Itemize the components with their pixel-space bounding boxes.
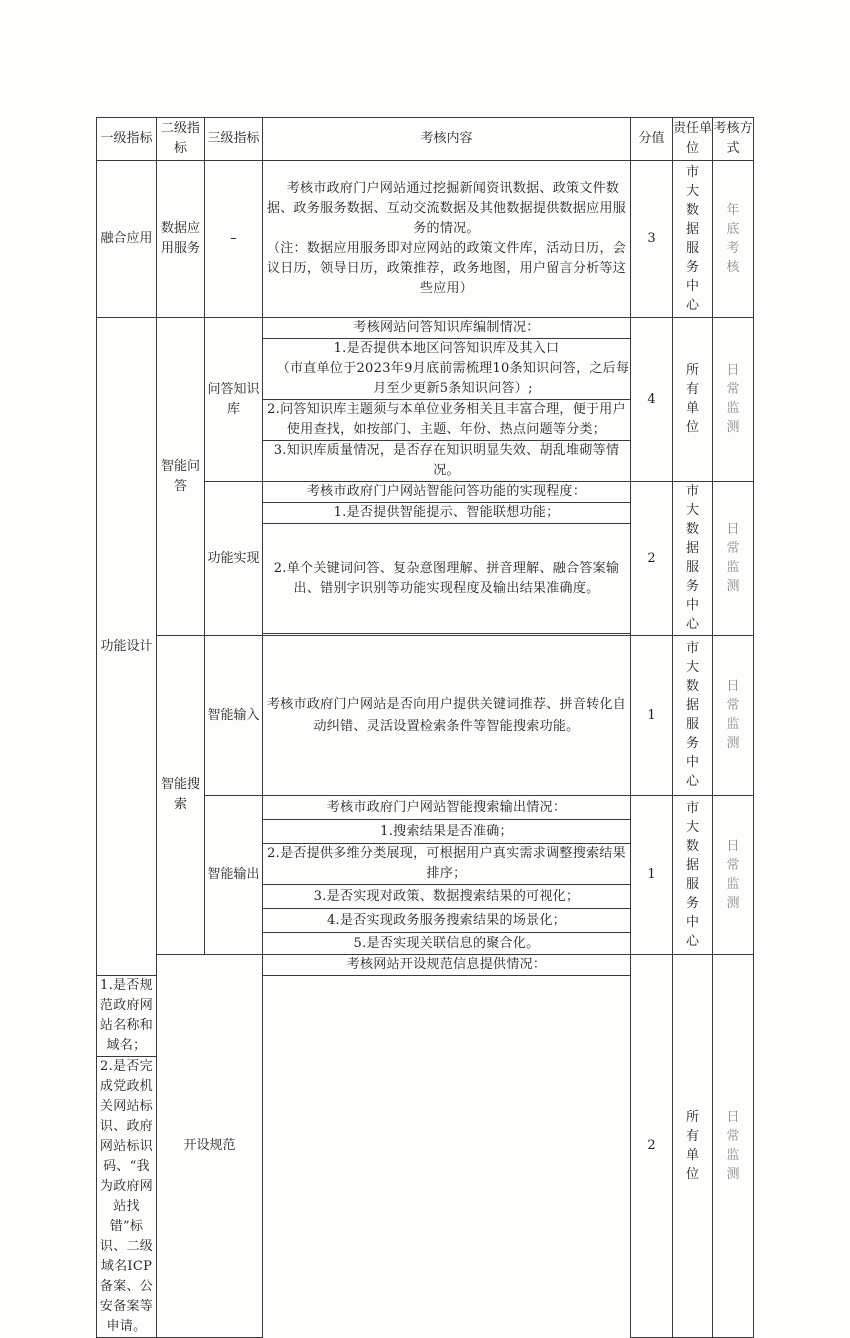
method-data-service: 年底考核 [713,161,754,318]
level3-qa-kb: 问答知识库 [205,318,263,482]
search-output-item3: 3.是否实现对政策、数据搜索结果的可视化； [263,885,631,909]
qa-func-item2: 2.单个关键词问答、复杂意图理解、拼音理解、融合答案输出、错别字识别等功能实现程度及输出结果准确度。 [263,524,631,634]
score-qa-kb: 4 [631,318,673,482]
table-row-data-service [97,161,754,318]
norms-intro: 考核网站开设规范信息提供情况： [263,955,631,976]
header-method: 考核方式 [713,118,754,161]
table-row-norms-intro [97,955,754,976]
method-qa-func: 日常监测 [713,482,754,636]
header-level3: 三级指标 [205,118,263,161]
unit-qa-func: 市大数据服务中心 [673,482,713,636]
header-unit: 责任单位 [673,118,713,161]
table-row-search-input [97,636,754,796]
method-norms: 日常监测 [713,955,754,1338]
level2-data-service: 数据应用服务 [157,161,205,318]
unit-qa-kb: 所有单位 [673,318,713,482]
qa-kb-item2: 2.问答知识库主题须与本单位业务相关且丰富合理，便于用户使用查找，如按部门、主题、年份、热点问题等分类； [263,400,631,441]
content-note: （注：数据应用服务即对应网站的政策文件库，活动日历，会议日历，领导日历，政策推荐，政务地图，用户留言分析等这些应用） [266,241,627,296]
level2-norms: 开设规范 [157,955,263,1338]
method-search-input: 日常监测 [713,636,754,796]
level3-search-output: 智能输出 [205,796,263,955]
level2-smart-search: 智能搜索 [157,636,205,955]
qa-kb-item1: 1.是否提供本地区问答知识库及其入口 （市直单位于2023年9月底前需梳理10条知识问答，之后每月至少更新5条知识问答）; [263,339,631,400]
level3-search-input: 智能输入 [205,636,263,796]
level3-none: – [205,161,263,318]
header-content: 考核内容 [263,118,631,161]
score-data-service: 3 [631,161,673,318]
header-level2: 二级指标 [157,118,205,161]
unit-norms: 所有单位 [673,955,713,1338]
search-output-item4: 4.是否实现政务服务搜索结果的场景化； [263,909,631,933]
qa-kb-item3: 3.知识库质量情况，是否存在知识明显失效、胡乱堆砌等情况。 [263,441,631,482]
score-search-input: 1 [631,636,673,796]
score-qa-func: 2 [631,482,673,636]
header-score: 分值 [631,118,673,161]
level1-fusion: 融合应用 [97,161,157,318]
qa-kb-item1-note: （市直单位于2023年9月底前需梳理10条知识问答，之后每月至少更新5条知识问答）; [276,361,630,396]
unit-search-input: 市大数据服务中心 [673,636,713,796]
search-input-text: 考核市政府门户网站是否向用户提供关键词推荐、拼音转化自动纠错、灵活设置检索条件等智能搜索功能。 [263,636,631,796]
level3-qa-func: 功能实现 [205,482,263,636]
search-output-item5: 5.是否实现关联信息的聚合化。 [263,933,631,955]
search-output-item2: 2.是否提供多维分类展现，可根据用户真实需求调整搜索结果排序； [263,844,631,885]
header-level1: 一级指标 [97,118,157,161]
qa-kb-intro: 考核网站问答知识库编制情况： [263,318,631,339]
table-row-qa-kb-intro [97,318,754,339]
qa-func-item1: 1.是否提供智能提示、智能联想功能； [263,503,631,524]
score-norms: 2 [631,955,673,1338]
method-search-output: 日常监测 [713,796,754,955]
content-text: 考核市政府门户网站通过挖掘新闻资讯数据、政策文件数据、政务服务数据、互动交流数据及其他数据提供数据应用服务的情况。 [266,181,627,236]
search-output-intro: 考核市政府门户网站智能搜索输出情况： [263,796,631,820]
header-row [97,118,754,161]
norms-item2: 2.是否完成党政机关网站标识、政府网站标识码、“我为政府网站找错”标识、二级域名ICP备案、公安备案等申请。 [97,1057,157,1338]
unit-search-output: 市大数据服务中心 [673,796,713,955]
qa-func-intro: 考核市政府门户网站智能问答功能的实现程度： [263,482,631,503]
assessment-table [96,117,754,1338]
norms-item1: 1.是否规范政府网站名称和域名； [97,976,157,1057]
search-output-item1: 1.搜索结果是否准确； [263,820,631,844]
level1-func-design: 功能设计 [97,318,157,976]
method-qa-kb: 日常监测 [713,318,754,482]
unit-data-service: 市大数据服务中心 [673,161,713,318]
score-search-output: 1 [631,796,673,955]
content-data-service [263,161,631,318]
level2-smart-qa: 智能问答 [157,318,205,636]
